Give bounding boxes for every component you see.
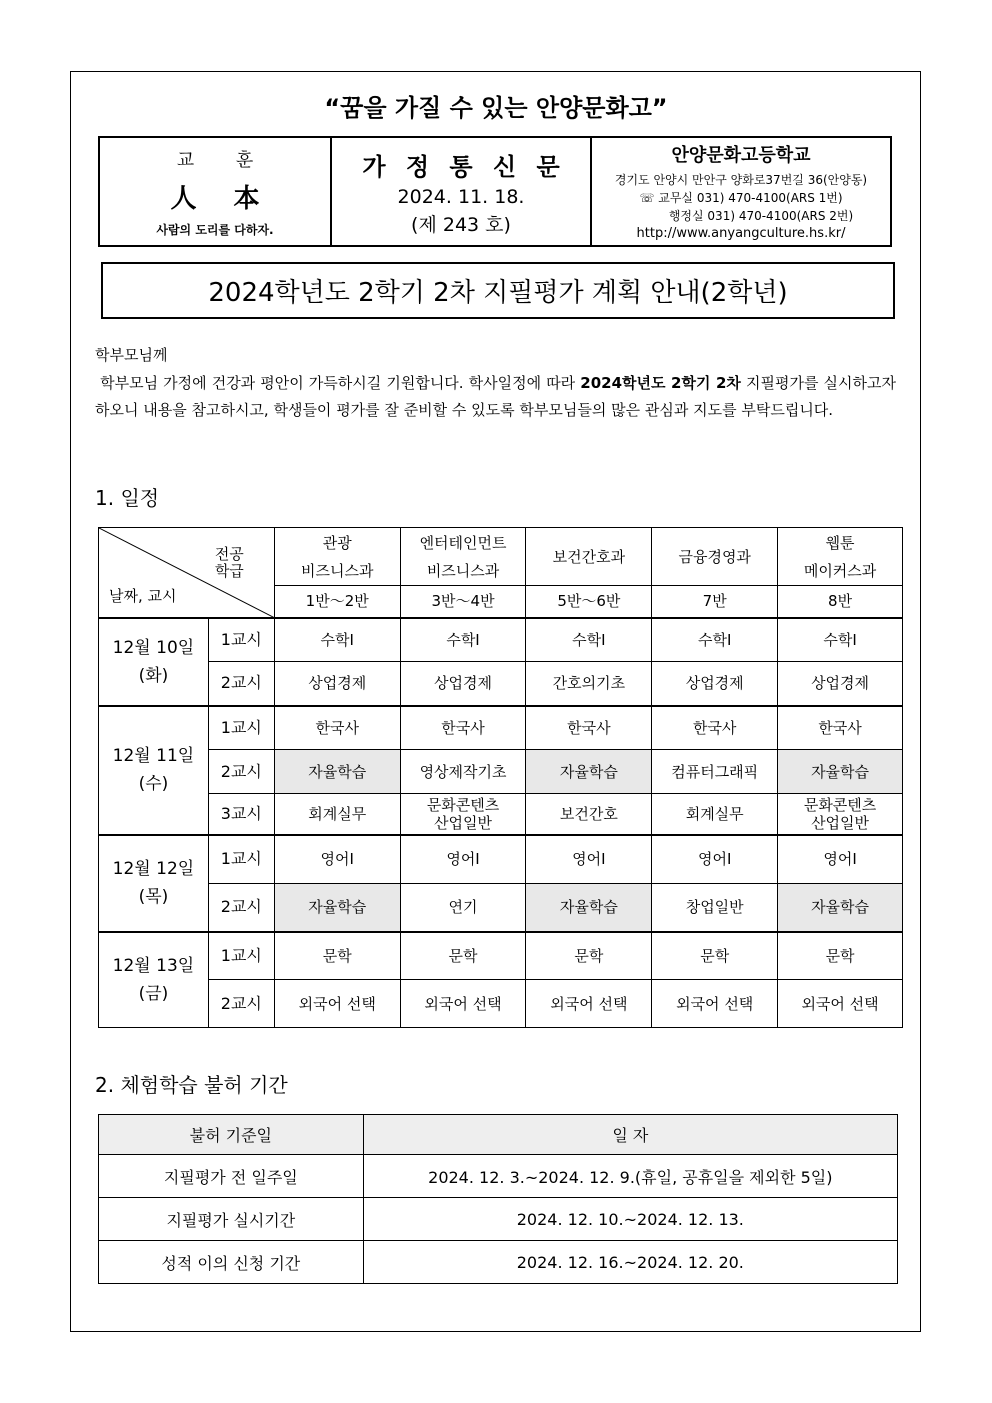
exam-subject: 문학 bbox=[400, 932, 526, 980]
class-range-header: 8반 bbox=[778, 586, 903, 618]
field-trip-restriction-table bbox=[98, 1114, 898, 1284]
exam-subject: 창업일반 bbox=[652, 884, 778, 932]
exam-subject: 외국어 선택 bbox=[400, 980, 526, 1028]
intro-text-bold: 2024학년도 2학기 2차 bbox=[580, 374, 741, 392]
exam-subject: 외국어 선택 bbox=[274, 980, 400, 1028]
exam-subject: 수학Ⅰ bbox=[652, 618, 778, 662]
exam-subject: 한국사 bbox=[400, 706, 526, 750]
period-label: 2교시 bbox=[208, 980, 274, 1028]
period-label: 2교시 bbox=[208, 662, 274, 706]
intro-text-2: 지필평가를 실시하고자 하오니 내용을 참고하시고, 학생들이 평가를 잘 준비할 수 있도록 학부모님들의 많은 관심과 지도를 부탁드립니다. bbox=[95, 374, 896, 419]
period-label: 3교시 bbox=[208, 794, 274, 835]
class-range-header: 5반～6반 bbox=[526, 586, 652, 618]
class-range-header: 7반 bbox=[652, 586, 778, 618]
exam-subject: 자율학습 bbox=[778, 750, 903, 794]
restriction-criterion: 지필평가 전 일주일 bbox=[99, 1155, 364, 1198]
exam-subject: 자율학습 bbox=[274, 884, 400, 932]
newsletter-title-cell bbox=[331, 137, 591, 246]
exam-subject: 회계실무 bbox=[652, 794, 778, 835]
corner-date-label: 날짜, 교시 bbox=[109, 586, 177, 605]
exam-subject: 외국어 선택 bbox=[526, 980, 652, 1028]
exam-subject: 수학Ⅰ bbox=[400, 618, 526, 662]
exam-subject: 외국어 선택 bbox=[778, 980, 903, 1028]
intro-text-1: 학부모님 가정에 건강과 평안이 가득하시길 기원합니다. 학사일정에 따라 bbox=[100, 374, 581, 392]
greeting: 학부모님께 bbox=[95, 346, 168, 364]
exam-subject: 영어Ⅰ bbox=[274, 835, 400, 884]
period-label: 1교시 bbox=[208, 618, 274, 662]
restriction-period: 2024. 12. 3.~2024. 12. 9.(휴일, 공휴일을 제외한 5일) bbox=[363, 1155, 897, 1198]
exam-subject: 문화콘텐츠 산업일반 bbox=[400, 794, 526, 835]
school-name: 안양문화고등학교 bbox=[671, 144, 811, 166]
exam-subject: 문화콘텐츠 산업일반 bbox=[778, 794, 903, 835]
exam-subject: 영어Ⅰ bbox=[526, 835, 652, 884]
school-phone-1: ☏ 교무실 031) 470-4100(ARS 1번) bbox=[639, 190, 843, 205]
restriction-criterion: 성적 이의 신청 기간 bbox=[99, 1241, 364, 1284]
school-info-cell bbox=[591, 137, 891, 246]
exam-subject: 한국사 bbox=[778, 706, 903, 750]
schedule-corner-header bbox=[99, 528, 275, 618]
newsletter-issue: (제 243 호) bbox=[411, 213, 511, 236]
major-header: 엔터테인먼트 비즈니스과 bbox=[400, 528, 526, 586]
exam-subject: 상업경제 bbox=[652, 662, 778, 706]
newsletter-title: 가 정 통 신 문 bbox=[362, 152, 566, 181]
section-1-title: 1. 일정 bbox=[95, 486, 160, 510]
exam-subject: 영어Ⅰ bbox=[778, 835, 903, 884]
major-header: 보건간호과 bbox=[526, 528, 652, 586]
exam-subject: 연기 bbox=[400, 884, 526, 932]
school-motto: “꿈을 가질 수 있는 안양문화고” bbox=[324, 94, 668, 122]
exam-subject: 한국사 bbox=[274, 706, 400, 750]
exam-subject: 영상제작기초 bbox=[400, 750, 526, 794]
restriction-period: 2024. 12. 16.~2024. 12. 20. bbox=[363, 1241, 897, 1284]
exam-subject: 한국사 bbox=[526, 706, 652, 750]
newsletter-date: 2024. 11. 18. bbox=[397, 185, 525, 208]
major-header: 관광 비즈니스과 bbox=[274, 528, 400, 586]
class-range-header: 3반～4반 bbox=[400, 586, 526, 618]
exam-subject: 상업경제 bbox=[274, 662, 400, 706]
exam-schedule-table bbox=[98, 527, 903, 1028]
exam-subject: 간호의기초 bbox=[526, 662, 652, 706]
creed-sub: 사람의 도리를 다하자. bbox=[156, 222, 274, 237]
exam-date: 12월 11일 (수) bbox=[99, 706, 209, 835]
school-creed-cell bbox=[99, 137, 331, 246]
restriction-table-header: 불허 기준일 bbox=[99, 1115, 364, 1155]
exam-subject: 상업경제 bbox=[400, 662, 526, 706]
restriction-table-header: 일 자 bbox=[363, 1115, 897, 1155]
exam-subject: 문학 bbox=[778, 932, 903, 980]
school-phone-2: 행정실 031) 470-4100(ARS 2번) bbox=[668, 208, 854, 223]
school-address: 경기도 안양시 만안구 양화로37번길 36(안양동) bbox=[614, 172, 868, 187]
intro-paragraph bbox=[95, 370, 896, 424]
newsletter-header bbox=[98, 136, 892, 247]
exam-subject: 수학Ⅰ bbox=[274, 618, 400, 662]
exam-subject: 컴퓨터그래픽 bbox=[652, 750, 778, 794]
document-title: 2024학년도 2학기 2차 지필평가 계획 안내(2학년) bbox=[101, 262, 895, 319]
period-label: 1교시 bbox=[208, 835, 274, 884]
exam-subject: 수학Ⅰ bbox=[778, 618, 903, 662]
restriction-period: 2024. 12. 10.~2024. 12. 13. bbox=[363, 1198, 897, 1241]
exam-date: 12월 13일 (금) bbox=[99, 932, 209, 1028]
section-2-title: 2. 체험학습 불허 기간 bbox=[95, 1073, 288, 1097]
class-range-header: 1반～2반 bbox=[274, 586, 400, 618]
exam-subject: 문학 bbox=[652, 932, 778, 980]
restriction-criterion: 지필평가 실시기간 bbox=[99, 1198, 364, 1241]
exam-subject: 문학 bbox=[274, 932, 400, 980]
exam-subject: 한국사 bbox=[652, 706, 778, 750]
exam-date: 12월 10일 (화) bbox=[99, 618, 209, 706]
exam-subject: 외국어 선택 bbox=[652, 980, 778, 1028]
exam-date: 12월 12일 (목) bbox=[99, 835, 209, 932]
exam-subject: 상업경제 bbox=[778, 662, 903, 706]
exam-subject: 수학Ⅰ bbox=[526, 618, 652, 662]
exam-subject: 영어Ⅰ bbox=[400, 835, 526, 884]
exam-subject: 자율학습 bbox=[526, 750, 652, 794]
creed-label: 교 훈 bbox=[176, 149, 272, 171]
exam-subject: 자율학습 bbox=[778, 884, 903, 932]
exam-subject: 영어Ⅰ bbox=[652, 835, 778, 884]
school-website[interactable]: http://www.anyangculture.hs.kr/ bbox=[636, 225, 846, 241]
corner-major-label: 전공 학급 bbox=[214, 545, 244, 580]
major-header: 웹툰 메이커스과 bbox=[778, 528, 903, 586]
exam-subject: 자율학습 bbox=[274, 750, 400, 794]
exam-subject: 회계실무 bbox=[274, 794, 400, 835]
exam-subject: 문학 bbox=[526, 932, 652, 980]
period-label: 2교시 bbox=[208, 750, 274, 794]
exam-subject: 보건간호 bbox=[526, 794, 652, 835]
period-label: 1교시 bbox=[208, 932, 274, 980]
creed-main: 人 本 bbox=[170, 183, 274, 214]
period-label: 2교시 bbox=[208, 884, 274, 932]
exam-subject: 자율학습 bbox=[526, 884, 652, 932]
major-header: 금융경영과 bbox=[652, 528, 778, 586]
period-label: 1교시 bbox=[208, 706, 274, 750]
